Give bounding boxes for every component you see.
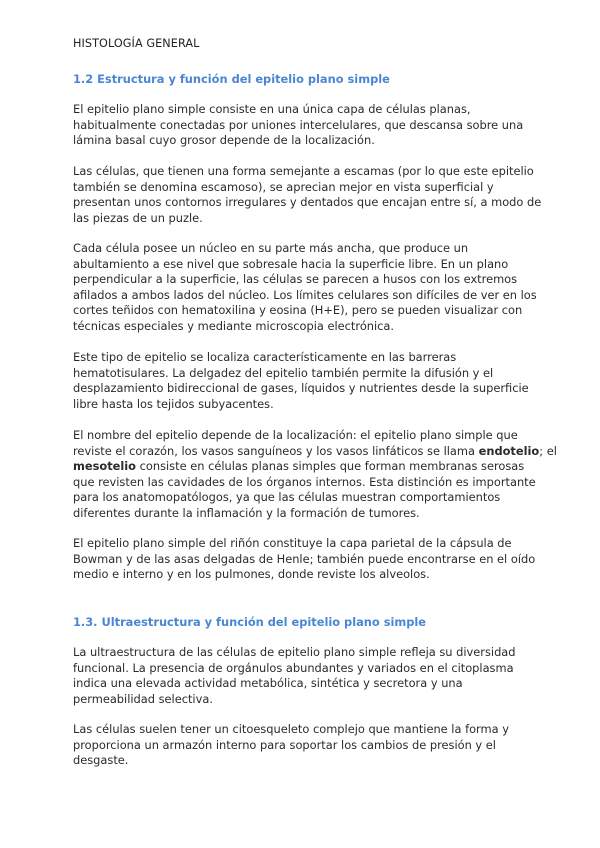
paragraph-ultrastructure [73,645,543,707]
text-line: medio e interno y en los pulmones, donde reviste los alveolos. [73,567,430,582]
text-line: las piezas de un puzle. [73,210,203,225]
text-line: Las células suelen tener un citoesqueleto complejo que mantiene la forma y [73,722,509,736]
text-line: desgaste. [73,753,129,768]
text-line: habitualmente conectadas por uniones intercelulares, que descansa sobre una [73,117,524,132]
text-line: funcional. La presencia de orgánulos abundantes y variados en el citoplasma [73,660,514,675]
text-line: Este tipo de epitelio se localiza característicamente en las barreras [73,350,457,364]
paragraph-naming [73,428,557,522]
text-line: técnicas especiales y mediante microscopia electrónica. [73,318,395,333]
text-line: hematotisulares. La delgadez del epitelio también permite la difusión y el [73,365,494,380]
paragraph-kidney [73,536,543,583]
text-line: Las células, que tienen una forma semejante a escamas (por lo que este epitelio [73,164,534,178]
text-line: proporciona un armazón interno para soportar los cambios de presión y el [73,737,496,752]
text-line: presentan unos contornos irregulares y dentados que encajan entre sí, a modo de [73,195,542,210]
text-line [73,459,543,475]
section-heading-1-3: 1.3. Ultraestructura y función del epitelio plano simple [73,615,427,629]
paragraph-nucleus [73,241,543,335]
text-line: La ultraestructura de las células de epitelio plano simple refleja su diversidad [73,645,516,659]
text-line: diferentes durante la inflamación y la formación de tumores. [73,505,420,520]
text-line: afilados a ambos lados del núcleo. Los límites celulares son difíciles de ver en los [73,287,537,302]
text-line: El nombre del epitelio depende de la localización: el epitelio plano simple que [73,428,518,442]
term-mesotelio: mesotelio [73,459,137,474]
running-header: HISTOLOGÍA GENERAL [73,37,200,50]
text-line [73,443,557,460]
text-line: libre hasta los tejidos subyacentes. [73,396,274,411]
text-line: permeabilidad selectiva. [73,691,213,706]
term-endotelio: endotelio [478,443,540,458]
section-heading-1-2: 1.2 Estructura y función del epitelio plano simple [73,72,390,86]
text-line: también se denomina escamoso), se aprecian mejor en vista superficial y [73,179,494,194]
text-line: lámina basal cuyo grosor depende de la localización. [73,133,375,148]
text-line: perpendicular a la superficie, las células se parecen a husos con los extremos [73,272,518,287]
paragraph-cell-shape [73,164,543,226]
text-line: para los anatomopatólogos, ya que las células muestran comportamientos [73,490,501,505]
paragraph-cytoskeleton [73,722,543,769]
text-line: que revisten las cavidades de los órganos internos. Esta distinción es importante [73,474,536,489]
text-line: El epitelio plano simple consiste en una única capa de células planas, [73,102,471,116]
text-line: indica una elevada actividad metabólica, sintética y secretora y una [73,676,463,691]
text-line: abultamiento a ese nivel que sobresale hacia la superficie libre. En un plano [73,256,509,271]
text-line: Cada célula posee un núcleo en su parte más ancha, que produce un [73,241,469,255]
text-fragment: ; el [539,443,557,458]
paragraph-location [73,350,543,412]
text-line: desplazamiento bidireccional de gases, líquidos y nutrientes desde la superficie [73,381,529,396]
text-line: Bowman y de las asas delgadas de Henle; también puede encontrarse en el oído [73,551,536,566]
text-fragment: consiste en células planas simples que forman membranas serosas [136,459,525,474]
text-line: El epitelio plano simple del riñón constituye la capa parietal de la cápsula de [73,536,512,550]
text-line: cortes teñidos con hematoxilina y eosina (H+E), pero se pueden visualizar con [73,303,523,318]
text-fragment: reviste el corazón, los vasos sanguíneos y los vasos linfáticos se llama [73,443,479,458]
paragraph-definition [73,102,543,149]
